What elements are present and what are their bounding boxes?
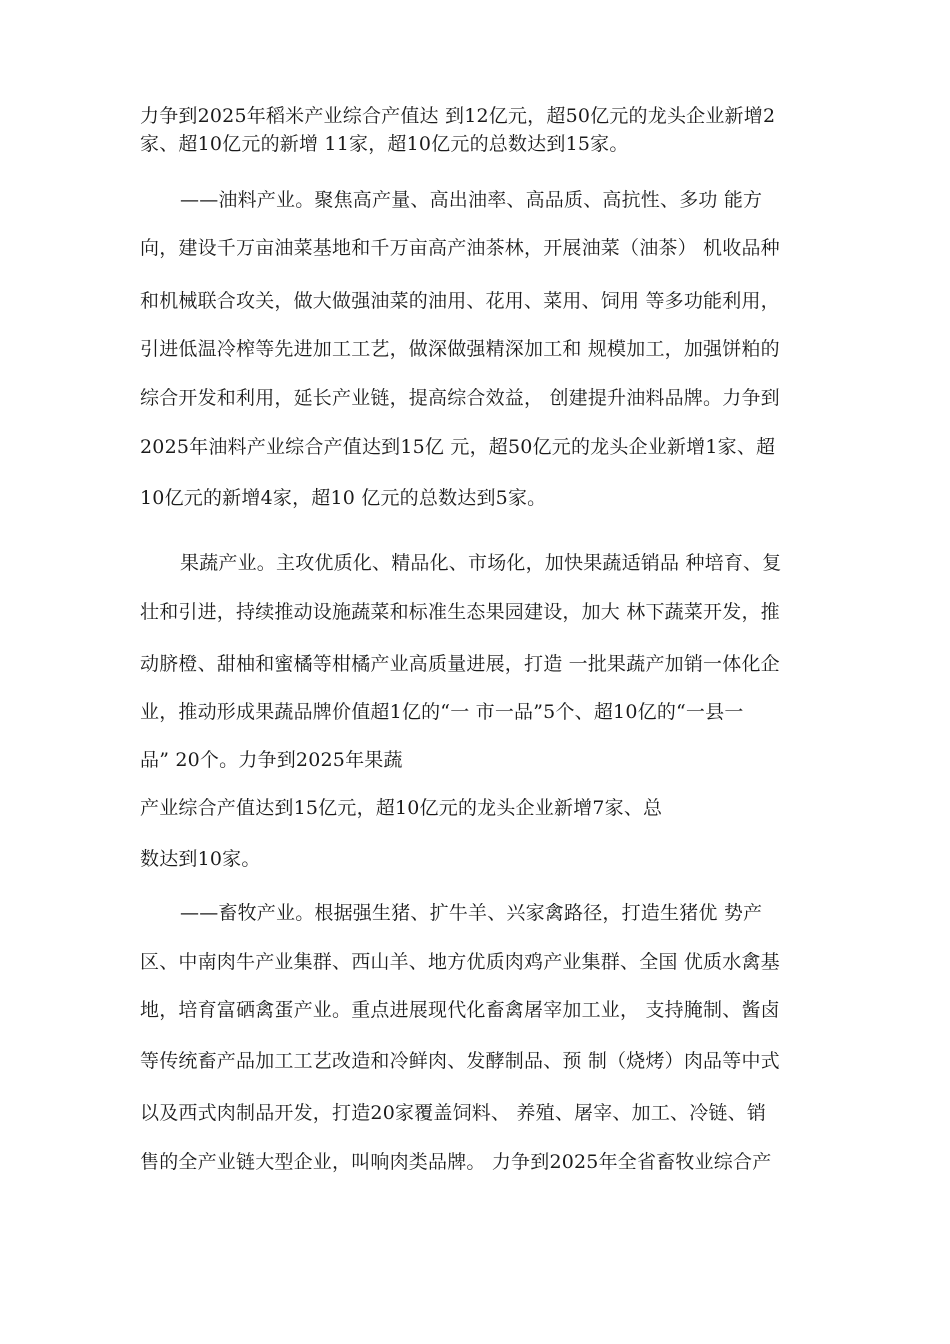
text-line: 2025年油料产业综合产值达到15亿 元，超50亿元的龙头企业新增1家、超	[140, 436, 776, 458]
text-line: 产业综合产值达到15亿元，超10亿元的龙头企业新增7家、总	[140, 797, 663, 819]
text-line: 壮和引进，持续推动设施蔬菜和标准生态果园建设，加大 林下蔬菜开发，推	[140, 601, 780, 623]
text-line: 地，培育富硒禽蛋产业。重点进展现代化畜禽屠宰加工业， 支持腌制、酱卤	[140, 999, 780, 1021]
text-line: 以及西式肉制品开发，打造20家覆盖饲料、 养殖、屠宰、加工、冷链、销	[140, 1102, 767, 1124]
text-line: 区、中南肉牛产业集群、西山羊、地方优质肉鸡产业集群、全国 优质水禽基	[140, 951, 780, 973]
text-line: 引进低温冷榨等先进加工工艺，做深做强精深加工和 规模加工，加强饼粕的	[140, 338, 780, 360]
text-line: 数达到10家。	[140, 848, 261, 870]
text-line: 向，建设千万亩油菜基地和千万亩高产油茶林，开展油菜（油茶） 机收品种	[140, 237, 780, 259]
text-line: 品” 20个。力争到2025年果蔬	[140, 749, 403, 771]
text-line: 和机械联合攻关，做大做强油菜的油用、花用、菜用、饲用 等多功能利用，	[140, 290, 780, 312]
text-line: 动脐橙、甜柚和蜜橘等柑橘产业高质量进展，打造 一批果蔬产加销一体化企	[140, 653, 780, 675]
text-line: ——畜牧产业。根据强生猪、扩牛羊、兴家禽路径，打造生猪优 势产	[180, 902, 763, 924]
text-line: 等传统畜产品加工工艺改造和冷鲜肉、发酵制品、预 制（烧烤）肉品等中式	[140, 1050, 780, 1072]
text-line: 业，推动形成果蔬品牌价值超1亿的“一 市一品”5个、超10亿的“一县一	[140, 701, 744, 723]
text-line: 10亿元的新增4家，超10 亿元的总数达到5家。	[140, 487, 547, 509]
text-line: 综合开发和利用，延长产业链，提高综合效益， 创建提升油料品牌。力争到	[140, 387, 780, 409]
text-line: 家、超10亿元的新增 11家，超10亿元的总数达到15家。	[140, 133, 629, 155]
text-line: 果蔬产业。主攻优质化、精品化、市场化，加快果蔬适销品 种培育、复	[180, 552, 782, 574]
text-line: 力争到2025年稻米产业综合产值达 到12亿元，超50亿元的龙头企业新增2	[140, 105, 776, 127]
text-line: 售的全产业链大型企业，叫响肉类品牌。 力争到2025年全省畜牧业综合产	[140, 1151, 772, 1173]
text-line: ——油料产业。聚焦高产量、高出油率、高品质、高抗性、多功 能方	[180, 189, 763, 211]
